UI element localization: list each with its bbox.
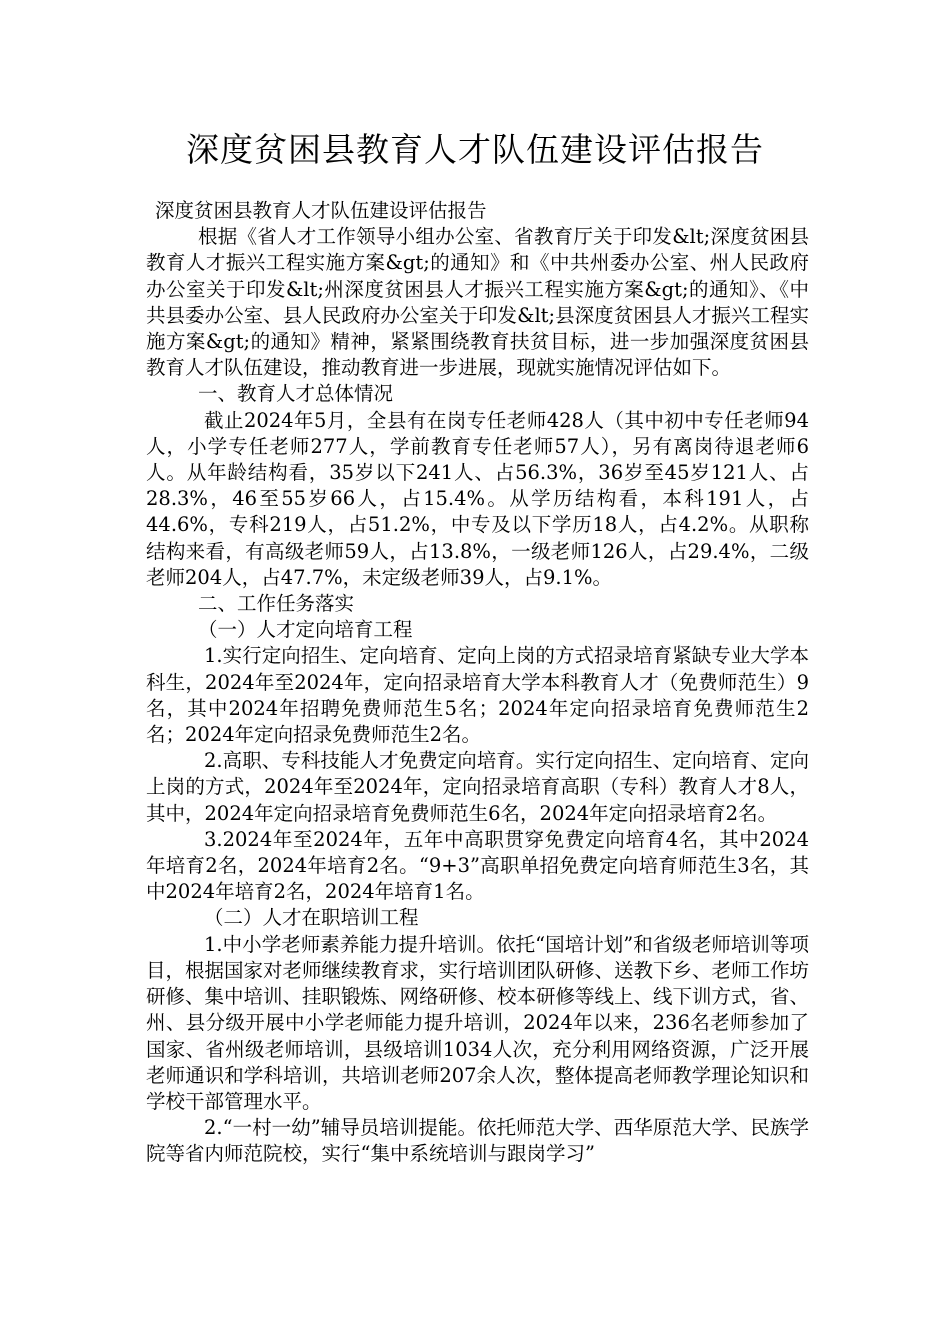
intro-paragraph: 根据《省人才工作领导小组办公室、省教育厅关于印发&lt;深度贫困县教育人才振兴工程实施方案&gt;的通知》和《中共州委办公室、州人民政府办公室关于印发&lt;州深度贫困县人才振兴工程实施方案&gt;的通知》、《中共县委办公室、县人民政府办公室关于印发&lt;县深度贫困县人才振兴工程实施方案&gt;的通知》精神，紧紧围绕教育扶贫目标，进一步加强深度贫困县教育人才队伍建设，推动教育进一步进展，现就实施情况评估如下。: [146, 225, 809, 380]
document-body: [146, 198, 809, 1168]
section-heading-1: 一、教育人才总体情况: [198, 382, 394, 406]
list-item-1-3: 3.2024年至2024年，五年中高职贯穿免费定向培育4名，其中2024年培育2名，2024年培育2名。“9+3”高职单招免费定向培育师范生3名，其中2024年培育2名，2024年培育1名。: [146, 827, 809, 904]
list-item-2-2: 2.“一村一幼”辅导员培训提能。依托师范大学、西华原范大学、民族学院等省内师范院校，实行“集中系统培训与跟岗学习”: [146, 1116, 809, 1166]
section-heading-2: 二、工作任务落实: [198, 592, 355, 616]
subsection-heading-1: （一）人才定向培育工程: [198, 618, 413, 642]
document-title: 深度贫困县教育人才队伍建设评估报告: [186, 130, 764, 169]
overview-paragraph: 截止2024年5月，全县有在岗专任老师428人（其中初中专任老师94人，小学专任老师277人，学前教育专任老师57人），另有离岗待退老师6人。从年龄结构看，35岁以下241人、占56.3%，36岁至45岁121人、占28.3%，46至55岁66人，占15.4%。从学历结构看，本科191人，占44.6%，专科219人，占51.2%，中专及以下学历18人，占4.2%。从职称结构来看，有高级老师59人，占13.8%，一级老师126人，占29.4%，二级老师204人，占47.7%，未定级老师39人，占9.1%。: [146, 408, 809, 589]
list-item-1-2: 2.高职、专科技能人才免费定向培育。实行定向招生、定向培育、定向上岗的方式，2024年至2024年，定向招录培育高职（专科）教育人才8人，其中，2024年定向招录培育免费师范生6名，2024年定向招录培育2名。: [146, 749, 809, 825]
list-item-2-1: 1.中小学老师素养能力提升培训。依托“国培计划”和省级老师培训等项目，根据国家对老师继续教育求，实行培训团队研修、送教下乡、老师工作坊研修、集中培训、挂职锻炼、网络研修、校本研修等线上、线下训方式，省、州、县分级开展中小学老师能力提升培训，2024年以来，236名老师参加了国家、省州级老师培训，县级培训1034人次，充分利用网络资源，广泛开展老师通识和学科培训，共培训老师207余人次，整体提高老师教学理论知识和学校干部管理水平。: [146, 932, 810, 1113]
list-item-1-1: 1.实行定向招生、定向培育、定向上岗的方式招录培育紧缺专业大学本科生，2024年至2024年，定向招录培育大学本科教育人才（免费师范生）9名，其中2024年招聘免费师范生5名；2024年定向招录培育免费师范生2名；2024年定向招录免费师范生2名。: [146, 644, 809, 747]
subsection-heading-2: （二）人才在职培训工程: [204, 906, 419, 930]
repeated-title-paragraph: 深度贫困县教育人才队伍建设评估报告: [155, 199, 487, 222]
